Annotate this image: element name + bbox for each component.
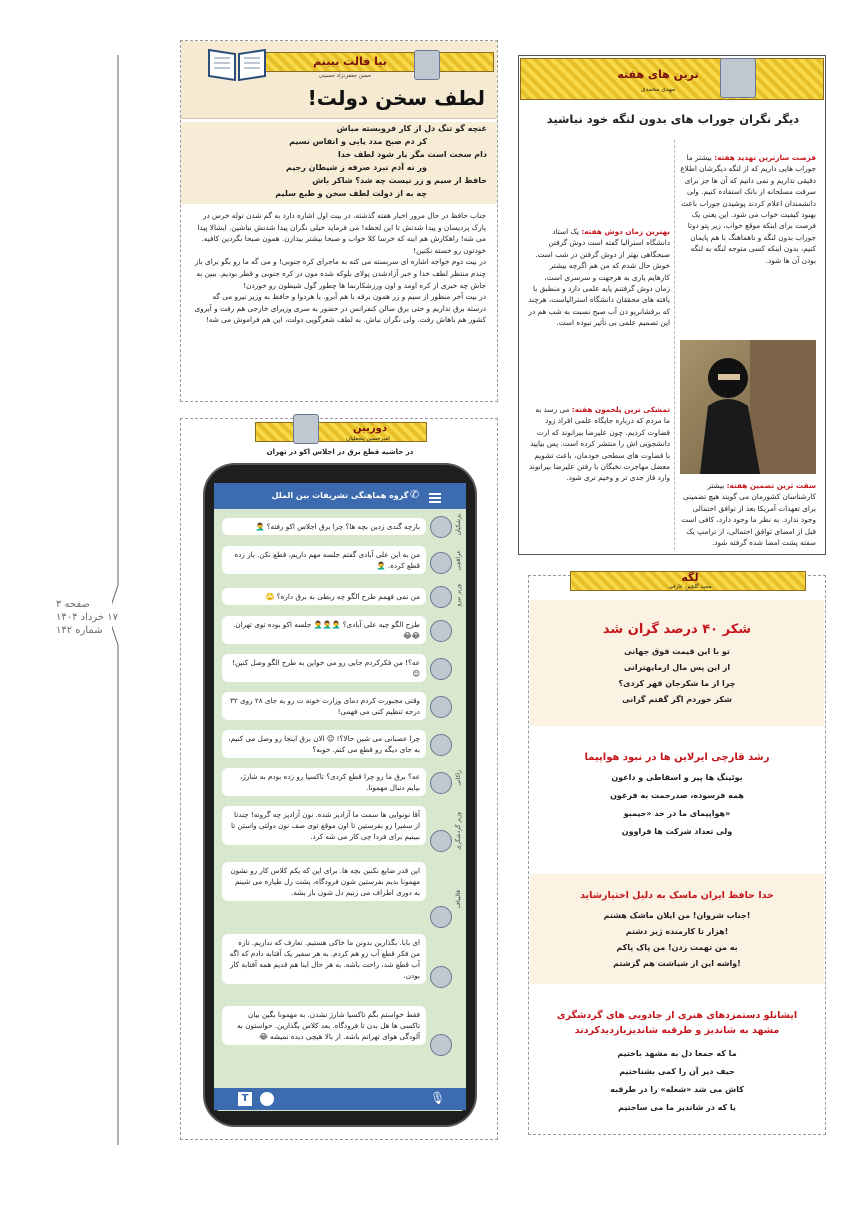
week-banner-title: ترین های هفته: [617, 68, 699, 81]
fal-author-avatar: [414, 50, 440, 80]
chat-banner-title: دوربین: [353, 423, 387, 434]
message-bubble: طرح الگو چیه علی آبادی؟ 🤦‍♂️🤦‍♂️🤦‍♂️ جلسه اکو بوده توی تهران. 😂😂: [222, 616, 426, 644]
avatar: [430, 586, 452, 608]
avatar: [430, 734, 452, 756]
message-bubble: وقتی مجبورت کردم دمای وزارت خونه ت رو به جای ۲۸ روی ۳۲ درجه تنظیم کنی می فهمی!: [222, 692, 426, 720]
fal-body: [192, 210, 486, 400]
chat-subtitle: در حاشیه قطع برق در اجلاس اکو در تهران: [266, 448, 414, 456]
lagh-block: [530, 736, 824, 868]
message-bubble: من نمی فهمم طرح الگو چه ربطی به برق داره؟ 🙄: [222, 588, 426, 605]
text-format-icon[interactable]: T: [238, 1092, 252, 1106]
week-item-text: یک استاد دانشگاه استرالیا گفته است دوش گرفتن صبحگاهی بهتر از دوش گرفتن در شب است. خوش حال شدم که من هم اگرچه بیشتر کارهایم یاری به هرجهت و سرسری است، زمان دوش گرفتنم پایه علمی دارد و منطبق با یافته های محققان دانشگاه استرالیاست، هرچند که برقشانریو دن آب صبح نسبت به شب هم در این تصمیم علمی بی تأثیر نبوده است.: [528, 227, 670, 328]
poem-line: چرا از ما شکرجان قهر کردی؟: [618, 679, 736, 688]
fal-title: لطف سخن دولت!: [307, 86, 485, 110]
avatar: [430, 658, 452, 680]
phone-call-icon[interactable]: ✆: [410, 488, 420, 501]
verse-1: غنچه گو تنگ دل از کار فروبسته مباش: [336, 124, 487, 133]
week-item-title: بهترین زمان دوش هفته:: [581, 227, 670, 236]
fal-author-name: حسن جعفرنژاد حسینی: [318, 73, 372, 79]
week-item-title: تمشکی ترین پلخمون هفته:: [571, 405, 670, 414]
poem-line: از این پس مال ازمایهترانی: [623, 663, 731, 672]
poem-line: جناب شروان! من ایلان ماشک هشتم!: [603, 911, 751, 920]
poem-line: حیف دیر آن را کمی بشناختیم: [619, 1067, 735, 1076]
poem-line: یا که در شاندیز ما می ساختیم: [618, 1103, 736, 1112]
lagh-block: [530, 990, 824, 1132]
avatar: [430, 830, 452, 852]
message-bubble: من به این علی آبادی گفتم جلسه مهم داریم، قطع نکن. باز زده قطع کرده. 🤦‍♂️: [222, 546, 426, 574]
week-item-title: سفت ترین تضمین هفته:: [726, 481, 816, 490]
message-bubble: عه؟ برق ما رو چرا قطع کردی؟ تاکسیا رو زده بودم به شارژ، بیایم دنبال مهمونا.: [222, 768, 426, 796]
poem-line: تو با این قیمت فوق جهانی: [624, 647, 730, 656]
avatar: [430, 620, 452, 642]
poem-line: ما که جمعا دل به مشهد باختیم: [617, 1049, 737, 1058]
avatar: [430, 906, 452, 928]
burglar-photo: [680, 340, 816, 474]
lagh-title: خدا حافظ ایران ماسک به دلیل اختیارشاید: [580, 890, 774, 901]
week-item-text: بیشتر کارشناسان کشورمان می گویند هیچ تضمینی برای تعهدات آمریکا بعد از توافق احتمالی وجود ندارد. به نظر ما وجود دارد، کافی است قبل از امضای توافق احتمالی، از ترامپ یک سفته پشت امضا شده گرفته شود.: [681, 481, 816, 548]
avatar: [430, 552, 452, 574]
avatar: [430, 696, 452, 718]
emoji-icon[interactable]: [260, 1092, 274, 1106]
avatar: [430, 516, 452, 538]
lagh-banner-title: لگه: [681, 571, 699, 584]
poem-line: به من تهمت زدن! من پاک پاکم: [616, 943, 738, 952]
week-item: [528, 404, 670, 544]
verse-2: کز دم صبح مدد یابی و انفاس نسیم: [289, 137, 427, 146]
poem-line: کاش می شد «شعله» را در طرقبه: [610, 1085, 744, 1094]
avatar: [430, 966, 452, 988]
chat-author-name: امیرحسین پنجعلیان: [346, 436, 390, 442]
week-author-name: مهدی محمدی: [640, 86, 676, 93]
fal-banner-title: بیا فالت ببینم: [313, 55, 387, 68]
speaker-label: عراقچی: [455, 550, 462, 571]
speaker-label: زاکانی: [455, 770, 462, 786]
fal-paragraph: جناب حافظ در حال مرور اخبار هفته گذشته، در بیت اول اشاره دارد به گم شدن توله خرس در پارک پردیسان و پیدا شدنش تا این لحظه! می فرماید خیلی نگران پیدا شدنش نباشین. ایشالا پیدا می شه! راهکارش هم اینه که خرسا کلا خواب و صبحا بیشتر بیدارن. همون صبحا بگردین کافیه. خودتون رو خسته نکنین!: [197, 211, 486, 255]
fal-paragraph: در بیت دوم خواجه اشاره ای سربسته می کنه به ماجرای کره جنوبی! و می گه ما رو بگو برای باز چندم منتظر لطف خدا و خبر آزادشدن پولای بلوکه شده مون در کره جنوبی و قطر بودیم. ببین به جاش چه خبری از کره اومد و اون ورزشکارنما ها چطور گول شیطون رو خوردن!: [194, 257, 486, 290]
message-bubble: این قدر ضایع نکنین بچه ها. برای این که یکم کلاس کار رو نشون مهمونا بدیم بفرستین شون فرودگاه، پشت رل طیاره می شینم به دوری اطراف می زنیم دل شون باز بشه.: [222, 862, 426, 901]
chat-group-name: گروه هماهنگی تشریفات بین الملل: [271, 491, 409, 500]
speaker-label: وزیر گردشگری: [455, 812, 462, 850]
poem-line: شکر خوردم اگر گفتم گرانی: [622, 695, 732, 704]
speaker-label: قالیباف: [455, 890, 462, 909]
message-bubble: چرا عصبانی می شین حالا؟! 😊 الان برق اینجا رو وصل می کنیم، به جای دیگه رو قطع می کنم. خوبه؟: [222, 730, 426, 758]
poem-line: بوئینگ ها پیر و اسقاطی و داغون: [611, 773, 743, 782]
verse-3: دام سخت است مگر یار شود لطف خدا: [337, 150, 487, 159]
fal-paragraph: در بیت آخر منظور از سیم و زر همون برقه با هم آبرو. یا هردوا و حافظ به وزیر نیرو می گه درسته برق نداریم و حتی برق سالن کنفرانس در حضور به سری وزیرای خارجی هم رفت و آبروی کشور هم باهاش رفت. ولی نگران نباش. به لطف شعرگویی دولت، این هم فراموش می شه!: [194, 292, 486, 325]
page-info: [56, 598, 126, 637]
week-item: [680, 480, 816, 550]
poem-line: همه فرسوده، صدرحمت به فرغون: [610, 791, 744, 800]
week-item-text: می رسد به ما مردم که درباره جایگاه علمی افراد زود قضاوت کردیم. چون علیرضا بیرانوند که ارت دانشجویی اش را منتشر کرده است. پس بیایید با قضاوت های سطحی خودمان، باعث تشویم معضل مهاجرت نخبگان با رفتن علیرضا بیرانوند وارد فاز جدی تر و وخیم تری شود.: [528, 405, 670, 483]
week-item-title: فرصت سازترین تهدید هفته:: [714, 153, 816, 162]
speaker-label: وزیر نیرو: [455, 584, 462, 607]
message-bubble: بازچه گندی زدین بچه ها؟ چرا برق اجلاس اکو رفته؟ 🤦‍♂️: [222, 518, 426, 535]
verse-4: ور نه آدم نبرد صرفه ز شیطان رجیم: [285, 163, 427, 172]
message-bubble: ای بابا. بگذارین بدونن ما خاکی هستیم. تعارف که نداریم. تازه من فکر قطع آب رو هم کردم. به هر سفیر یک آفتابه دادم که اگه آب قطع شد، راحت باشه. به هر حال اینا هم قدیم همه آفتابه کار بودن.: [222, 934, 426, 984]
verse-6: چه به از دولت لطف سخن و طبع سلیم: [275, 189, 427, 198]
lagh-block: [530, 874, 824, 984]
lagh-title: شکر ۴۰ درصد گران شد: [602, 622, 752, 637]
speaker-label: پزشکیان: [455, 514, 462, 536]
poem-line: ولی تعداد شرکت ها فراوون: [621, 827, 733, 836]
avatar: [430, 772, 452, 794]
verse-5: حافظ ار سیم و زر نیست چه شد؟ شاکر باش: [312, 176, 487, 185]
week-item-text: بیشتر ما جوراب هایی داریم که از لنگه دیگرشان اطلاع دقیقی نداریم و نمی دانیم که آن ها جز برای سرقت مسلحانه از بانک استفاده کنیم. ولی دانشمندان اعلام کردند پوشیدن جوراب باعث بهبود کیفیت خواب می شود. این یعنی یک فرصت برای اینکه موقع خواب، زیر پتو دوتا جوراب بدون لنگه و ناهماهنگ با هم پایمان کنیم، بدون اینکه کسی متوجه لنگه به لنگه بودن آن ها شود.: [680, 153, 816, 265]
issue-number: شماره ۱۴۲: [56, 625, 103, 636]
lagh-title: ایشانلو دستمزدهای هنری از جادویی های گردشگری مشهد به شاندیز و طرقبه شاندیزبازدیدکردند: [556, 1010, 798, 1036]
poem-line: هواپیمای ما در حد «جیمبو»: [623, 809, 731, 818]
poem-line: هزار تا کارمنده ژیر دشتم!: [625, 927, 729, 936]
lagh-block: [530, 600, 824, 726]
fal-verses: [181, 122, 497, 204]
message-bubble: فقط خواستم بگم تاکسیا شارژ نشدن. به مهمونا بگین بیان تاکسی ها هل بدن تا فرودگاه. بعد کلاس بگذارین. حواستون به آلودگی هوای تهرانم باشه. از بالا هیچی دیده نمیشه 😂: [222, 1006, 426, 1045]
message-bubble: عه؟! من فکرکردم جایی رو می خواین به طرح الگو وصل کنین! 😊: [222, 654, 426, 682]
chat-author-avatar: [293, 414, 319, 444]
week-item: [680, 152, 816, 342]
menu-icon[interactable]: [428, 489, 442, 501]
lagh-title: رشد قارچی ایرلاین ها در نبود هواپیما: [584, 752, 770, 763]
week-author-avatar: [720, 58, 756, 98]
week-headline: دیگر نگران جوراب های بدون لنگه خود نباشید: [546, 112, 800, 126]
week-item: [528, 226, 670, 396]
message-bubble: آقا نونوایی ها سمت ما آزادپز شده. نون آزادپز چه گرونه! چندتا از سفیرا رو بفرستین تا اون موقع توی صف نون دولتی واستن تا ببینیم برای فردا چی کار می شه کرد.: [222, 806, 426, 845]
page-number: صفحه ۳: [56, 599, 90, 610]
avatar: [430, 1034, 452, 1056]
book-icon: [205, 44, 269, 84]
chat-messages: [214, 512, 466, 1086]
page-date: ۱۷ خرداد ۱۴۰۴: [56, 612, 118, 623]
poem-line: واشه این از شیاشت هم گزشتم!: [613, 959, 741, 968]
lagh-author-name: مجید گلچین عارفی: [668, 584, 712, 590]
column-divider: [674, 140, 675, 550]
microphone-icon[interactable]: 🎙: [430, 1091, 446, 1105]
